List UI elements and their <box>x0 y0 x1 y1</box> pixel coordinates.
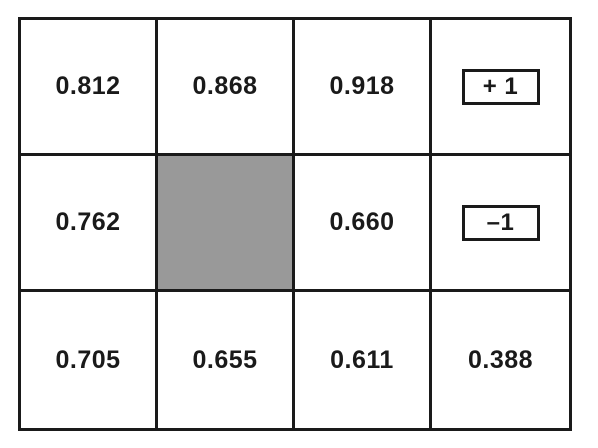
cell-r1-c3 <box>295 20 432 156</box>
positive-terminal-box <box>462 69 540 105</box>
cell-r1-c4 <box>432 20 569 156</box>
cell-value: 0.918 <box>329 72 395 100</box>
terminal-reward-label: + 1 <box>482 72 519 100</box>
cell-r2-c1 <box>21 156 158 292</box>
cell-r3-c3 <box>295 292 432 428</box>
cell-r3-c1 <box>21 292 158 428</box>
cell-r2-c3 <box>295 156 432 292</box>
cell-value: 0.812 <box>55 72 121 100</box>
cell-value: 0.762 <box>55 208 121 236</box>
gridworld <box>18 17 572 431</box>
cell-r2-c4 <box>432 156 569 292</box>
wall-cell <box>158 156 295 292</box>
cell-value: 0.388 <box>467 345 534 374</box>
cell-r1-c1 <box>21 20 158 156</box>
cell-r3-c2 <box>158 292 295 428</box>
terminal-reward-label: –1 <box>486 208 515 236</box>
cell-value: 0.611 <box>330 345 394 374</box>
cell-r3-c4 <box>432 292 569 428</box>
cell-r1-c2 <box>158 20 295 156</box>
cell-value: 0.868 <box>192 72 258 100</box>
cell-value: 0.660 <box>329 208 395 236</box>
negative-terminal-box <box>462 205 540 241</box>
cell-value: 0.655 <box>192 345 258 374</box>
cell-value: 0.705 <box>55 345 121 374</box>
